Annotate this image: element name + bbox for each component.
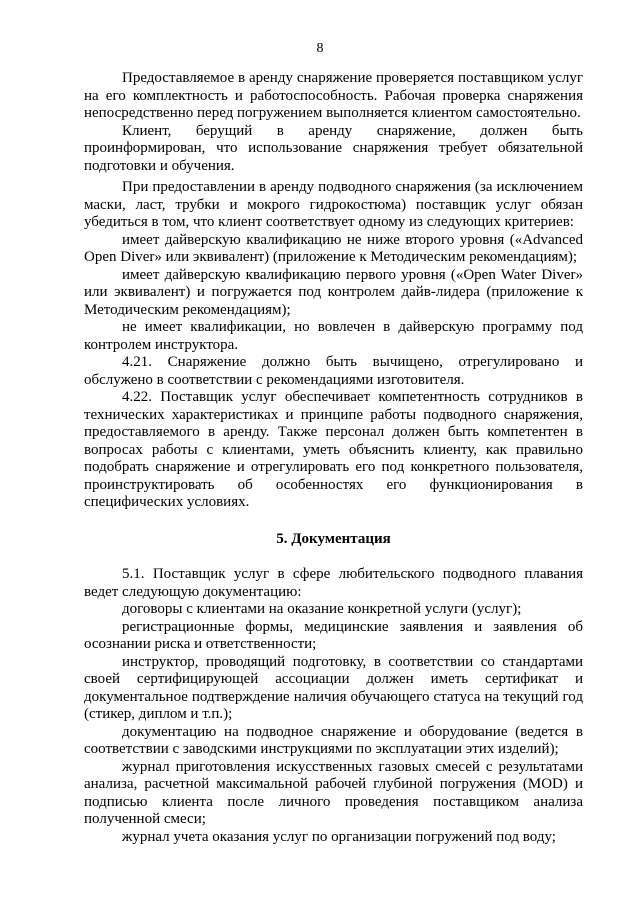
- paragraph-client-informed: Клиент, берущий в аренду снаряжение, должен быть проинформирован, что использование снаряжения требует обязательной подготовки и обучения.: [84, 122, 583, 174]
- list-item-instructor-certificate: инструктор, проводящий подготовку, в соответствии со стандартами своей сертифицирующей ассоциации должен иметь сертификат и документальное подтверждение наличия обучающего статуса на текущий год (стикер, диплом и т.п.);: [84, 653, 583, 722]
- paragraph-rental-criteria: При предоставлении в аренду подводного снаряжения (за исключением маски, ласт, трубки и мокрого гидрокостюма) поставщик услуг обязан убедиться в том, что клиент соответствует одному из следующих критериев:: [84, 179, 583, 230]
- paragraph-criterion-no-qualification: не имеет квалификации, но вовлечен в дайверскую программу под контролем инструктора.: [84, 319, 583, 353]
- paragraph-equipment-check: Предоставляемое в аренду снаряжение проверяется поставщиком услуг на его комплектность и работоспособность. Рабочая проверка снаряжения непосредственно перед погружением выполняется клиентом самостоятельно.: [84, 70, 583, 121]
- paragraph-criterion-open-water: имеет дайверскую квалификацию первого уровня («Open Water Diver» или эквивалент) и погружается под контролем дайв-лидера (приложение к Методическим рекомендациям);: [84, 266, 583, 318]
- list-item-dive-services-log: журнал учета оказания услуг по организации погружений под воду;: [122, 828, 556, 845]
- page-content: [84, 70, 583, 846]
- page-number: 8: [316, 41, 324, 56]
- list-item-registration-forms: регистрационные формы, медицинские заявления и заявления об осознании риска и ответственности;: [84, 618, 583, 652]
- list-item-gas-mix-log: журнал приготовления искусственных газовых смесей с результатами анализа, расчетной максимальной рабочей глубиной погружения (MOD) и подписью клиента после личного проведения поставщиком анализа полученной смеси;: [84, 758, 583, 827]
- list-item-equipment-docs: документацию на подводное снаряжение и оборудование (ведется в соответствии с заводскими инструкциями по эксплуатации этих изделий);: [84, 723, 583, 757]
- paragraph-clause-4-22: 4.22. Поставщик услуг обеспечивает компетентность сотрудников в технических характеристиках и принципе работы подводного снаряжения, предоставляемого в аренду. Также персонал должен быть компетентен в вопросах работы с клиентами, уметь объяснить клиенту, как правильно подобрать снаряжение и отрегулировать его под конкретного пользователя, проинструктировать об особенностях его функционирования в специфических условиях.: [84, 389, 583, 510]
- paragraph-clause-4-21: 4.21. Снаряжение должно быть вычищено, отрегулировано и обслужено в соответствии с рекомендациями изготовителя.: [84, 354, 583, 388]
- section-heading-documentation: 5. Документация: [276, 530, 391, 547]
- list-item-contracts: договоры с клиентами на оказание конкретной услуги (услуг);: [122, 601, 522, 617]
- paragraph-criterion-advanced: имеет дайверскую квалификацию не ниже второго уровня («Advanced Open Diver» или эквивалент) (приложение к Методическим рекомендациям);: [84, 231, 583, 265]
- paragraph-clause-5-1: 5.1. Поставщик услуг в сфере любительского подводного плавания ведет следующую документацию:: [84, 566, 583, 600]
